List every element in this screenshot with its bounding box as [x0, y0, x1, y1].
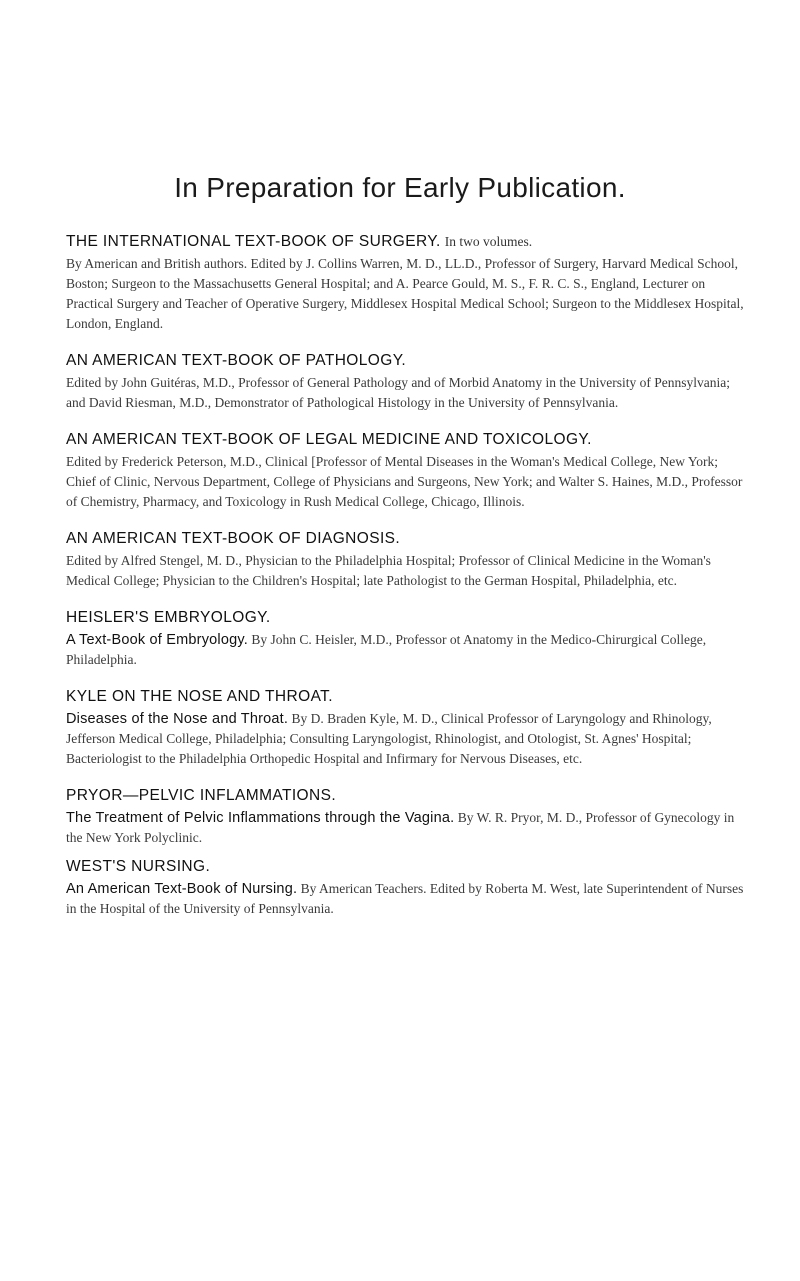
book-entry-diagnosis: [66, 530, 746, 591]
book-description: Edited by Alfred Stengel, M. D., Physician to the Philadelphia Hospital; Professor of Clinical Medicine in the Woman's Medical College; Physician to the Children's Hospital; late Pathologist to the German Hospital, Philadelphia, etc.: [66, 553, 711, 588]
book-description: Edited by Frederick Peterson, M.D., Clinical [Professor of Mental Diseases in the Woman's Medical College, New York; Chief of Clinic, Nervous Department, College of Physicians and Surgeons, New York; and Walter S. Haines, M.D., Professor of Chemistry, Pharmacy, and Toxicology in Rush Medical College, Chicago, Illinois.: [66, 454, 743, 509]
book-description: [66, 879, 746, 919]
book-heading: AN AMERICAN TEXT-BOOK OF LEGAL MEDICINE AND TOXICOLOGY.: [66, 431, 592, 448]
book-entry-pelvic: [66, 787, 746, 848]
book-description: By American and British authors. Edited by J. Collins Warren, M. D., LL.D., Professor of Surgery, Harvard Medical School, Boston; Surgeon to the Massachusetts General Hospital; and A. Pearce Gould, M. S., F. R. C. S., England, Lecturer on Practical Surgery and Teacher of Operative Surgery, Middlesex Hospital Medical School; Surgeon to the Middlesex Hospital, London, England.: [66, 256, 744, 331]
book-heading-text: THE INTERNATIONAL TEXT-BOOK OF SURGERY.: [66, 233, 441, 250]
book-heading: KYLE ON THE NOSE AND THROAT.: [66, 688, 334, 705]
book-subtitle: A Text-Book of Embryology.: [66, 632, 248, 648]
book-entry-legal-medicine: [66, 431, 746, 512]
book-description-text: By American Teachers. Edited by Roberta M. West, late Superintendent of Nurses in the Hospital of the University of Pennsylvania.: [66, 881, 744, 916]
book-subtitle: An American Text-Book of Nursing.: [66, 881, 298, 897]
book-entry-pathology: [66, 352, 746, 413]
book-note: In two volumes.: [444, 234, 533, 249]
page-title: In Preparation for Early Publication.: [174, 172, 626, 203]
book-heading: PRYOR—PELVIC INFLAMMATIONS.: [66, 787, 337, 804]
book-description: [66, 630, 746, 670]
book-list: [66, 233, 746, 937]
book-heading: AN AMERICAN TEXT-BOOK OF PATHOLOGY.: [66, 352, 407, 369]
book-subtitle: Diseases of the Nose and Throat.: [66, 711, 289, 727]
book-description-text: By W. R. Pryor, M. D., Professor of Gynecology in the New York Polyclinic.: [66, 810, 735, 845]
book-description: [66, 808, 746, 848]
book-heading: HEISLER'S EMBRYOLOGY.: [66, 609, 271, 626]
book-description-text: By John C. Heisler, M.D., Professor ot Anatomy in the Medico-Chirurgical College, Philadelphia.: [66, 632, 707, 667]
book-entry-surgery: [66, 233, 746, 334]
book-heading: [66, 233, 746, 251]
book-entry-nose-throat: [66, 688, 746, 769]
book-description: [66, 709, 746, 769]
book-entry-nursing: [66, 858, 746, 919]
book-subtitle: The Treatment of Pelvic Inflammations through the Vagina.: [66, 810, 455, 826]
book-heading: WEST'S NURSING.: [66, 858, 211, 875]
book-heading: AN AMERICAN TEXT-BOOK OF DIAGNOSIS.: [66, 530, 401, 547]
book-entry-embryology: [66, 609, 746, 670]
book-description: Edited by John Guitéras, M.D., Professor of General Pathology and of Morbid Anatomy in the University of Pennsylvania; and David Riesman, M.D., Demonstrator of Pathological Histology in the University of Pennsylvania.: [66, 375, 731, 410]
book-description-text: By D. Braden Kyle, M. D., Clinical Professor of Laryngology and Rhinology, Jefferson Medical College, Philadelphia; Consulting Laryngologist, Rhinologist, and Otologist, St. Agnes' Hospital; Bacteriologist to the Philadelphia Orthopedic Hospital and Infirmary for Nervous Diseases, etc.: [66, 711, 712, 766]
